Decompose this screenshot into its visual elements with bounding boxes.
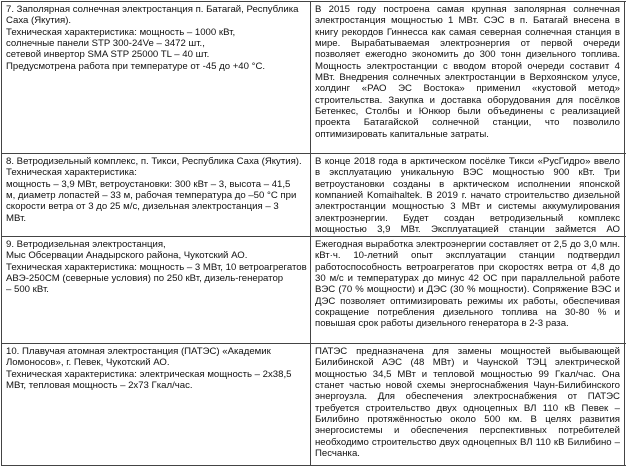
description-line: Предусмотрена работа при температуре от -45 до +40 °С. xyxy=(6,60,266,72)
description-line: 8. Ветродизельный комплекс, п. Тикси, Республика Саха (Якутия). xyxy=(6,156,302,167)
station-description-cell xyxy=(2,154,311,236)
description-line: 9. Ветродизельная электростанция, xyxy=(6,239,166,250)
notes-text: Ежегодная выработка электроэнергии составляет от 2,5 до 3,0 млн. кВт·ч. 10-летний опыт эксплуатации станции подтвердил работоспособность ветроагрегатов при скоростях ветра от 4,8 до 30 м/с и температурах до минус 42 ОС при параллельной работе ВЭС (70 % мощности) и ДЭС (30 % мощности). Сопряжение ВЭС и ДЭС позволяет оптимизировать режимы их работы, обеспечивая сокращение потребления дизельного топлива на 30-80 % и повышая срок работы дизельного генератора в 2-3 раза. xyxy=(315,239,620,330)
station-notes-cell xyxy=(311,2,625,153)
table-row xyxy=(2,237,626,344)
notes-text: В конце 2018 года в арктическом посёлке Тикси «РусГидро» ввело в эксплуатацию уникальную ВЭС мощностью 900 кВт. Три ветроустановки созданы в арктическом исполнении японской компанией Komaihaltek. В 2019 г. начато строительство дизельной электростанции мощностью 3 МВт и системы аккумулирования электроэнергии. Будет создан ветродизельный комплекс мощностью 3,9 МВт. Эксплуатацией станции займется АО xyxy=(315,156,620,236)
notes-text: ПАТЭС предназначена для замены мощностей выбывающей Билибинской АЭС (48 МВт) и Чаунской ТЭЦ электрической мощностью 34,5 МВт и тепловой мощностью 99 Гкал/час. Она станет частью новой схемы энергоснабжения Чаун-Билибинского энергоузла. Для обеспечения электроснабжения от ПАТЭС требуется строительство двух одноцепных ВЛ 110 кВ Певек – Билибино протяжённостью около 500 км. В целях развития энергосистемы и обеспечения перспективных потребителей необходимо строительство двух одноцепных ВЛ 110 кВ Билибино – Песчанка. xyxy=(315,346,620,460)
description-line: Техническая характеристика: электрическая мощность – 2х38,5 xyxy=(6,368,292,380)
description-line: – 500 кВт. xyxy=(6,284,49,296)
station-notes-cell xyxy=(311,154,625,236)
description-line: 7. Заполярная солнечная электростанция п. Батагай, Республика xyxy=(6,4,299,15)
description-line: сетевой инвертор SMA STP 25000 TL – 40 шт. xyxy=(6,49,210,61)
description-line: МВт. xyxy=(6,212,27,224)
description-line: солнечные панели STP 300-24Ve – 3472 шт., xyxy=(6,38,205,50)
description-line: Саха (Якутия). xyxy=(6,15,72,27)
notes-text: В 2015 году построена самая крупная заполярная солнечная электростанция мощностью 1 МВт. СЭС в п. Батагай внесена в книгу рекордов Гиннесса как самая северная солнечная станция в мире. Вырабатываемая электроэнергия от первой очереди позволяет ежегодно экономить до 300 тонн дизельного топлива. Мощность электростанции с вводом второй очереди составит 4 МВт. Внедрения солнечных электростанции в Верхоянском улусе, холдинг «РАО ЭС Востока» применил «кустовой метод» строительства. Закупка и доставка оборудования для посёлков Бетенкес, Столбы и Юнкюр были объединены с реализацией проекта Батагайской солнечной станции, что позволило оптимизировать капитальные затраты. xyxy=(315,4,620,140)
station-description-cell xyxy=(2,237,311,343)
description-line: мощность – 3,9 МВт, ветроустановки: 300 кВт – 3, высота – 41,5 xyxy=(6,178,291,190)
table-row xyxy=(2,344,626,466)
description-line: м, диаметр лопастей – 33 м, рабочая температура до –50 °С при xyxy=(6,190,297,202)
table-row xyxy=(2,154,626,237)
station-description-cell xyxy=(2,344,311,465)
description-line: АВЭ-250СМ (северные условия) по 250 кВт, дизель-генератор xyxy=(6,273,284,285)
table-row xyxy=(2,2,626,154)
description-line: Техническая характеристика: xyxy=(6,167,137,179)
description-line: 10. Плавучая атомная электростанция (ПАТЭС) «Академик Ломоносов», г. Певек, Чукотский АО. xyxy=(6,346,271,369)
station-notes-cell xyxy=(311,237,625,343)
description-line: МВт, тепловая мощность – 2х73 Гкал/час. xyxy=(6,380,193,392)
description-line: Техническая характеристика: мощность – 3 МВт, 10 ветроагрегатов xyxy=(6,261,307,273)
description-line: Мыс Обсервации Анадырского района, Чукотский АО. xyxy=(6,250,248,262)
description-line: Техническая характеристика: мощность – 1000 кВт, xyxy=(6,26,236,38)
station-notes-cell xyxy=(311,344,625,465)
stations-table xyxy=(1,1,626,466)
description-line: скорости ветра от 3 до 25 м/с, дизельная электростанция – 3 xyxy=(6,201,279,213)
station-description-cell xyxy=(2,2,311,153)
